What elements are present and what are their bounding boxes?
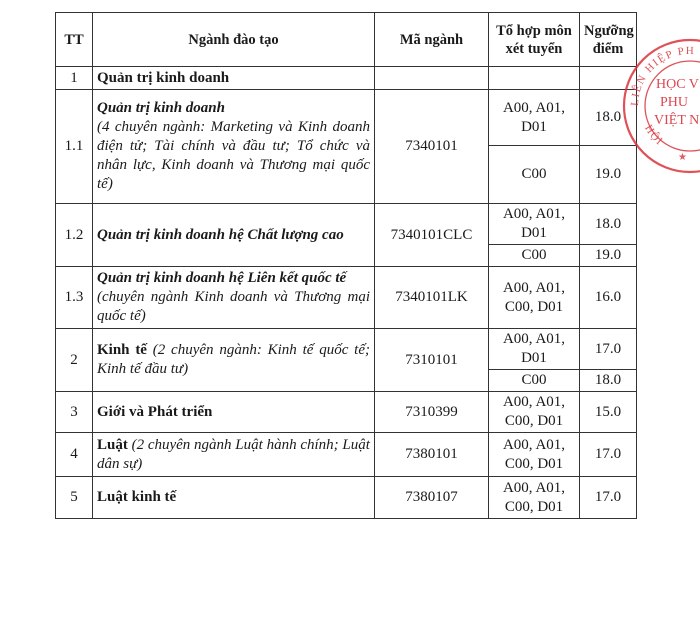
row-tt: 3 (56, 392, 93, 433)
table-row (56, 329, 637, 370)
row-code: 7310399 (375, 392, 489, 433)
row-program-note: (4 chuyên ngành: Marketing và Kinh doanh điện tử; Tài chính và đầu tư; Tổ chức và nhân lực, Kinh doanh và Thương mại quốc tế) (97, 119, 370, 192)
header-combo (489, 13, 580, 67)
table-header-row (56, 13, 637, 67)
row-combo (489, 67, 580, 90)
row-combo: C00 (489, 245, 580, 267)
row-code: 7340101CLC (375, 204, 489, 267)
row-program-name: Quản trị kinh doanh (93, 67, 375, 90)
header-score-line2: điểm (592, 40, 624, 57)
header-score-line1: Ngưỡng (584, 22, 634, 39)
row-code: 7380107 (375, 477, 489, 519)
row-program-name: Quản trị kinh doanh hệ Liên kết quốc tế (97, 270, 347, 286)
table-row (56, 67, 637, 90)
row-combo: C00 (489, 146, 580, 204)
row-tt: 1.3 (56, 267, 93, 329)
admission-score-table (55, 12, 637, 519)
table-row (56, 477, 637, 519)
row-program (93, 329, 375, 392)
stamp-star-icon: ★ (678, 152, 687, 163)
official-stamp (620, 36, 700, 176)
header-combo-line1: Tổ hợp môn (496, 22, 572, 39)
row-score: 17.0 (580, 329, 637, 370)
stamp-line3: VIỆT N (654, 113, 700, 128)
row-program-note: (chuyên ngành Kinh doanh và Thương mại quốc tế) (97, 289, 370, 324)
row-program-note: (2 chuyên ngành Luật hành chính; Luật dân sự) (97, 436, 370, 472)
row-tt: 1.2 (56, 204, 93, 267)
row-combo: A00, A01, D01 (489, 204, 580, 245)
table-row (56, 267, 637, 329)
stamp-line1: HỌC V (656, 77, 699, 92)
row-score: 19.0 (580, 146, 637, 204)
row-score: 18.0 (580, 90, 637, 146)
table-row (56, 392, 637, 433)
stamp-line2: PHU (660, 95, 689, 110)
row-program-name: Kinh tế (97, 342, 147, 358)
row-tt: 5 (56, 477, 93, 519)
row-program (93, 90, 375, 204)
row-program-name: Luật kinh tế (93, 477, 375, 519)
row-score: 17.0 (580, 477, 637, 519)
header-program: Ngành đào tạo (93, 13, 375, 67)
row-program-note: (2 chuyên ngành: Kinh tế quốc tế; Kinh tế đầu tư) (97, 342, 370, 377)
row-combo: A00, A01, C00, D01 (489, 267, 580, 329)
row-code: 7340101LK (375, 267, 489, 329)
row-tt: 1 (56, 67, 93, 90)
row-combo: A00, A01, C00, D01 (489, 477, 580, 519)
row-score: 17.0 (580, 433, 637, 477)
row-program-name: Quản trị kinh doanh (97, 100, 225, 116)
row-score: 15.0 (580, 392, 637, 433)
row-code: 7340101 (375, 90, 489, 204)
row-program (93, 267, 375, 329)
row-code: 7380101 (375, 433, 489, 477)
table-row (56, 433, 637, 477)
header-code: Mã ngành (375, 13, 489, 67)
row-combo: A00, A01, C00, D01 (489, 433, 580, 477)
stamp-top-text: LIÊN HIỆP PH (628, 44, 696, 107)
row-combo: A00, A01, D01 (489, 329, 580, 370)
row-code (375, 67, 489, 90)
header-combo-line2: xét tuyển (505, 40, 563, 57)
stamp-bottom-text: HỘI (642, 122, 666, 149)
table-row (56, 204, 637, 245)
row-combo: A00, A01, D01 (489, 90, 580, 146)
row-program-name: Quản trị kinh doanh hệ Chất lượng cao (93, 204, 375, 267)
row-combo: C00 (489, 370, 580, 392)
row-score: 18.0 (580, 204, 637, 245)
table-row (56, 90, 637, 146)
row-score: 18.0 (580, 370, 637, 392)
row-program (93, 433, 375, 477)
header-tt: TT (56, 13, 93, 67)
row-tt: 2 (56, 329, 93, 392)
row-score: 16.0 (580, 267, 637, 329)
row-score: 19.0 (580, 245, 637, 267)
row-tt: 4 (56, 433, 93, 477)
row-combo: A00, A01, C00, D01 (489, 392, 580, 433)
row-program-name: Luật (97, 436, 128, 453)
row-code: 7310101 (375, 329, 489, 392)
row-program-name: Giới và Phát triển (93, 392, 375, 433)
row-tt: 1.1 (56, 90, 93, 204)
